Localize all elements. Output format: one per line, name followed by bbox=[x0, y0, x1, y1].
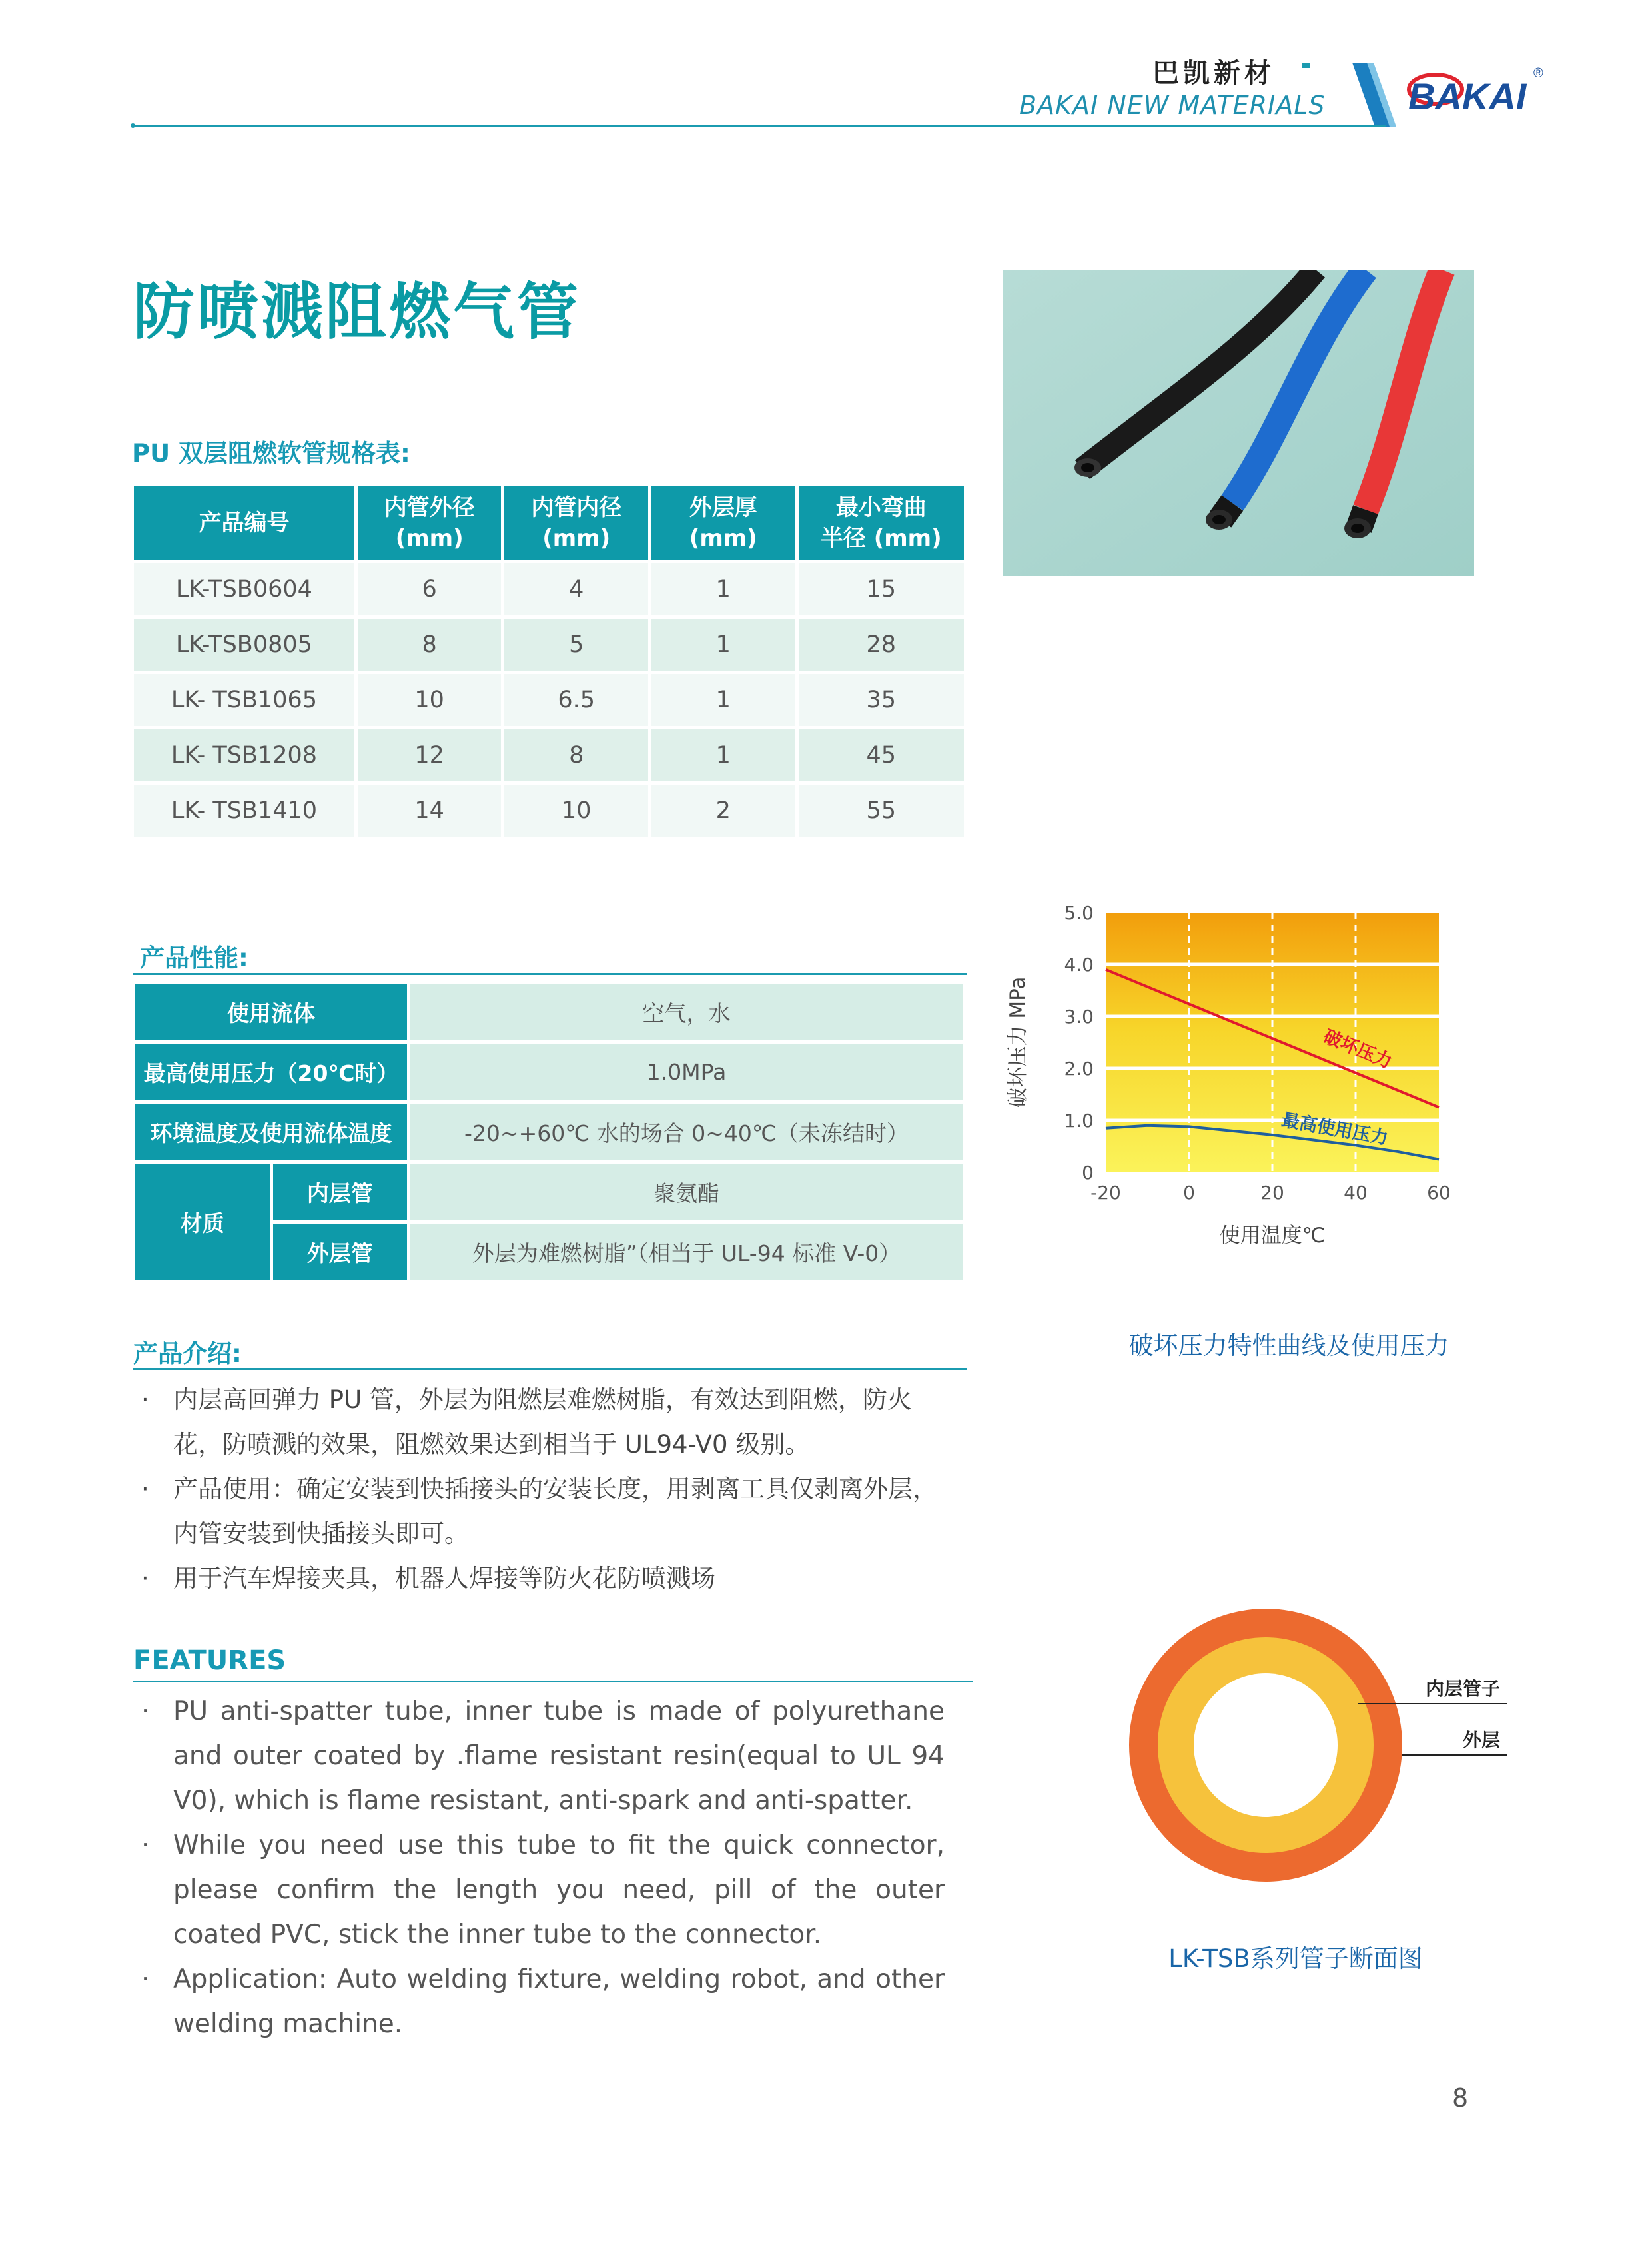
max-pressure-label: 最高使用压力（20℃时） bbox=[135, 1044, 407, 1100]
col-header-inner-od: 内管外径 (mm) bbox=[358, 486, 502, 560]
brand-divider bbox=[1302, 63, 1310, 68]
cell-min-bend-radius: 28 bbox=[799, 619, 964, 671]
table-row bbox=[134, 619, 964, 671]
table-row bbox=[135, 1104, 963, 1160]
y-tick-label: 4.0 bbox=[1064, 954, 1094, 976]
features-heading: FEATURES bbox=[133, 1645, 286, 1676]
logo-wordmark: BAKAI bbox=[1408, 75, 1527, 117]
bullet-icon: · bbox=[141, 1964, 150, 1994]
intro-heading: 产品介绍: bbox=[133, 1339, 242, 1368]
bullet-icon: · bbox=[141, 1475, 149, 1503]
bullet-icon: · bbox=[141, 1564, 149, 1593]
temperature-label: 环境温度及使用流体温度 bbox=[135, 1104, 407, 1160]
y-tick-label: 3.0 bbox=[1064, 1006, 1094, 1028]
cell-inner-id: 4 bbox=[504, 563, 648, 615]
chart-caption: 破坏压力特性曲线及使用压力 bbox=[1128, 1331, 1449, 1360]
cross-section-caption: LK-TSB系列管子断面图 bbox=[1168, 1944, 1423, 1973]
performance-rule bbox=[133, 973, 967, 975]
performance-table bbox=[132, 980, 966, 1284]
y-axis-label: 破坏压力 MPa bbox=[1006, 976, 1030, 1108]
intro-rule bbox=[133, 1368, 967, 1370]
cell-min-bend-radius: 55 bbox=[799, 785, 964, 837]
fluid-label: 使用流体 bbox=[135, 984, 407, 1040]
registered-mark: ® bbox=[1533, 66, 1543, 81]
cell-outer-thickness: 1 bbox=[651, 563, 795, 615]
cell-inner-id: 5 bbox=[504, 619, 648, 671]
cell-product-code: LK- TSB1065 bbox=[134, 674, 354, 726]
tube-cross-section bbox=[1119, 1592, 1519, 1898]
cell-product-code: LK-TSB0604 bbox=[134, 563, 354, 615]
table-row bbox=[135, 984, 963, 1040]
y-tick-label: 5.0 bbox=[1064, 902, 1094, 924]
col-header-inner-id: 内管内径 (mm) bbox=[504, 486, 648, 560]
table-row bbox=[134, 785, 964, 837]
col-header-min-bend-radius: 最小弯曲 半径 (mm) bbox=[799, 486, 964, 560]
inner-tube-label: 内层管 bbox=[273, 1164, 408, 1220]
x-tick-label: -20 bbox=[1090, 1182, 1121, 1204]
cell-product-code: LK- TSB1410 bbox=[134, 785, 354, 837]
cell-min-bend-radius: 35 bbox=[799, 674, 964, 726]
list-item: · 用于汽车焊接夹具，机器人焊接等防火花防喷溅场 bbox=[132, 1556, 945, 1601]
x-tick-label: 0 bbox=[1183, 1182, 1195, 1204]
cell-inner-od: 6 bbox=[358, 563, 502, 615]
inner-tube-value: 聚氨酯 bbox=[410, 1164, 963, 1220]
performance-heading: 产品性能: bbox=[140, 944, 248, 972]
cell-product-code: LK- TSB1208 bbox=[134, 729, 354, 781]
x-tick-label: 40 bbox=[1344, 1182, 1368, 1204]
cell-outer-thickness: 1 bbox=[651, 674, 795, 726]
spec-table-heading: PU 双层阻燃软管规格表: bbox=[132, 439, 410, 468]
outer-tube-value: 外层为难燃树脂”（相当于 UL-94 标准 V-0） bbox=[410, 1224, 963, 1280]
bullet-icon: · bbox=[141, 1830, 150, 1860]
cell-inner-od: 10 bbox=[358, 674, 502, 726]
x-tick-label: 60 bbox=[1427, 1182, 1451, 1204]
cell-inner-od: 8 bbox=[358, 619, 502, 671]
page-number: 8 bbox=[1452, 2083, 1469, 2113]
list-item: · While you need use this tube to fit the quick connector, please confirm the length you need, pill of the outer coated PVC, stick the inner tube to the connector. bbox=[132, 1823, 945, 1957]
intro-list bbox=[132, 1377, 945, 1601]
page-title: 防喷溅阻燃气管 bbox=[133, 276, 582, 348]
outer-tube-label: 外层管 bbox=[273, 1224, 408, 1280]
material-label: 材质 bbox=[135, 1164, 270, 1280]
product-photo bbox=[1003, 270, 1474, 576]
outer-layer-label: 外层 bbox=[1462, 1729, 1500, 1751]
table-row bbox=[135, 1044, 963, 1100]
cell-inner-od: 12 bbox=[358, 729, 502, 781]
col-header-outer-thickness: 外层厚 (mm) bbox=[651, 486, 795, 560]
header-rule bbox=[133, 125, 1386, 127]
inner-layer-label: 内层管子 bbox=[1425, 1678, 1500, 1700]
features-rule bbox=[133, 1681, 973, 1682]
bullet-icon: · bbox=[141, 1696, 150, 1726]
cell-outer-thickness: 1 bbox=[651, 729, 795, 781]
y-tick-label: 2.0 bbox=[1064, 1058, 1094, 1080]
table-row bbox=[135, 1164, 963, 1220]
tube-bore bbox=[1194, 1673, 1338, 1817]
list-item: · 内层高回弹力 PU 管，外层为阻燃层难燃树脂，有效达到阻燃，防火花，防喷溅的效果，阻燃效果达到相当于 UL94-V0 级别。 bbox=[132, 1377, 945, 1467]
brand-name-cn: 巴凯新材 bbox=[1152, 58, 1275, 89]
x-tick-label: 20 bbox=[1260, 1182, 1284, 1204]
list-item: · 产品使用：确定安装到快插接头的安装长度，用剥离工具仅剥离外层，内管安装到快插接头即可。 bbox=[132, 1467, 945, 1556]
cell-outer-thickness: 2 bbox=[651, 785, 795, 837]
spec-table bbox=[131, 482, 967, 840]
series-label-0: 破坏压力 bbox=[1320, 1026, 1395, 1073]
y-tick-label: 1.0 bbox=[1064, 1110, 1094, 1132]
col-header-product-code: 产品编号 bbox=[134, 486, 354, 560]
table-row bbox=[134, 729, 964, 781]
features-list bbox=[132, 1689, 945, 2046]
series-label-1: 最高使用压力 bbox=[1280, 1110, 1390, 1149]
cell-product-code: LK-TSB0805 bbox=[134, 619, 354, 671]
list-item: · Application: Auto welding fixture, welding robot, and other welding machine. bbox=[132, 1957, 945, 2046]
y-tick-label: 0 bbox=[1082, 1162, 1094, 1184]
cell-inner-id: 8 bbox=[504, 729, 648, 781]
temperature-value: -20~+60℃ 水的场合 0~40℃（未冻结时） bbox=[410, 1104, 963, 1160]
table-row bbox=[134, 674, 964, 726]
cell-inner-id: 10 bbox=[504, 785, 648, 837]
cell-min-bend-radius: 15 bbox=[799, 563, 964, 615]
x-axis-label: 使用温度℃ bbox=[1219, 1224, 1326, 1248]
max-pressure-value: 1.0MPa bbox=[410, 1044, 963, 1100]
fluid-value: 空气，水 bbox=[410, 984, 963, 1040]
pressure-temperature-chart bbox=[993, 893, 1499, 1292]
list-item: · PU anti-spatter tube, inner tube is made of polyurethane and outer coated by .flame resistant resin(equal to UL 94 V0), which is flame resistant, anti-spark and anti-spatter. bbox=[132, 1689, 945, 1823]
bullet-icon: · bbox=[141, 1385, 149, 1414]
brand-name-en: BAKAI NEW MATERIALS bbox=[1019, 91, 1326, 120]
bakai-logo bbox=[1352, 57, 1552, 131]
cell-outer-thickness: 1 bbox=[651, 619, 795, 671]
spec-table-header-row bbox=[134, 486, 964, 560]
table-row bbox=[134, 563, 964, 615]
cell-inner-od: 14 bbox=[358, 785, 502, 837]
cell-min-bend-radius: 45 bbox=[799, 729, 964, 781]
cell-inner-id: 6.5 bbox=[504, 674, 648, 726]
